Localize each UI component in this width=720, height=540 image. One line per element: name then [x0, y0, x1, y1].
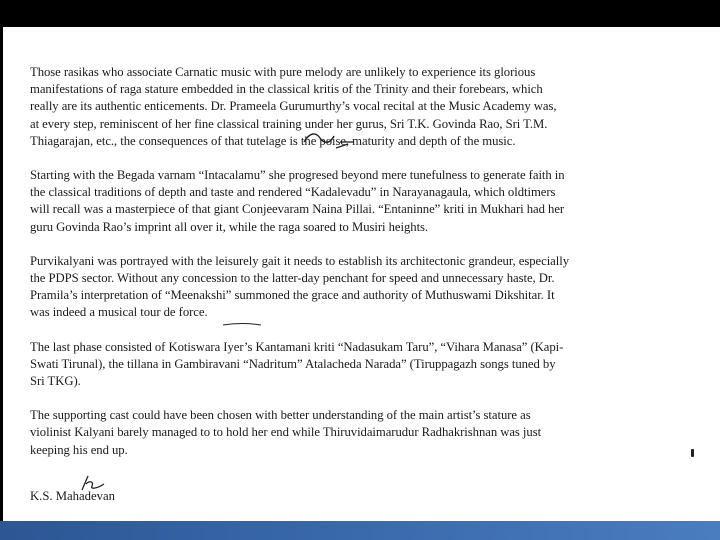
text-line: keeping his end up. [30, 442, 128, 457]
text-line: the classical traditions of depth and taste and rendered “Kadalevadu” in Narayanagaula, which oldtimers [30, 185, 556, 200]
text-line: Swati Tirunal), the tillana in Gambiravani “Nadritum” Atalacheda Narada” (Tiruppagazh songs tuned by [30, 356, 556, 371]
text-line: manifestations of raga stature embedded in the classical kritis of the Trinity and their forebears, which [30, 82, 543, 97]
text-line: Starting with the Begada varnam “Intacalamu” she progresed beyond mere tunefulness to generate faith in [30, 168, 565, 183]
text-line: will recall was a masterpiece of that giant Conjeevaram Naina Pillai. “Entaninne” kriti in Mukhari had her [30, 202, 565, 217]
text-line: was indeed a musical tour de force. [30, 305, 208, 320]
text-line: The supporting cast could have been chosen with better understanding of the main artist’s stature as [30, 408, 531, 423]
paragraph-4 [30, 339, 700, 391]
text-line: guru Govinda Rao’s imprint all over it, while the raga soared to Musiri heights. [30, 219, 429, 234]
text-line: Thiagarajan, etc., the consequences of that tutelage is the poise, maturity and depth of the music. [30, 133, 516, 148]
text-line: really are its authentic enticements. Dr. Prameela Gurumurthy’s vocal recital at the Music Academy was, [30, 99, 557, 114]
text-line: the PDPS sector. Without any concession to the latter-day penchant for speed and unnecessary haste, Dr. [30, 271, 555, 286]
text-line: The last phase consisted of Kotiswara Iyer’s Kantamani kriti “Nadasukam Taru”, “Vihara Manasa” (Kapi- [30, 339, 564, 354]
paragraph-5 [30, 407, 700, 459]
text-line: violinist Kalyani barely managed to to hold her end while Thiruvidaimarudur Radhakrishnan was just [30, 425, 542, 440]
text-line: Pramila’s interpretation of “Meenakshi” summoned the grace and authority of Muthuswami Dikshitar. It [30, 288, 555, 303]
paragraph-3 [30, 253, 700, 322]
slide-footer-bar [0, 521, 720, 540]
letter-body [30, 64, 700, 476]
text-line: Purvikalyani was portrayed with the leisurely gait it needs to establish its architectonic grandeur, especially [30, 253, 569, 268]
paragraph-2 [30, 167, 700, 236]
ink-speck [691, 449, 694, 457]
text-line: Those rasikas who associate Carnatic music with pure melody are unlikely to experience its glorious [30, 65, 536, 79]
paragraph-1 [30, 64, 700, 150]
text-line: Sri TKG). [30, 374, 81, 389]
signature-name: K.S. Mahadevan [30, 489, 115, 503]
text-line: at every step, reminiscent of her fine classical training under her gurus, Sri T.K. Govinda Rao, Sri T.M. [30, 116, 548, 131]
